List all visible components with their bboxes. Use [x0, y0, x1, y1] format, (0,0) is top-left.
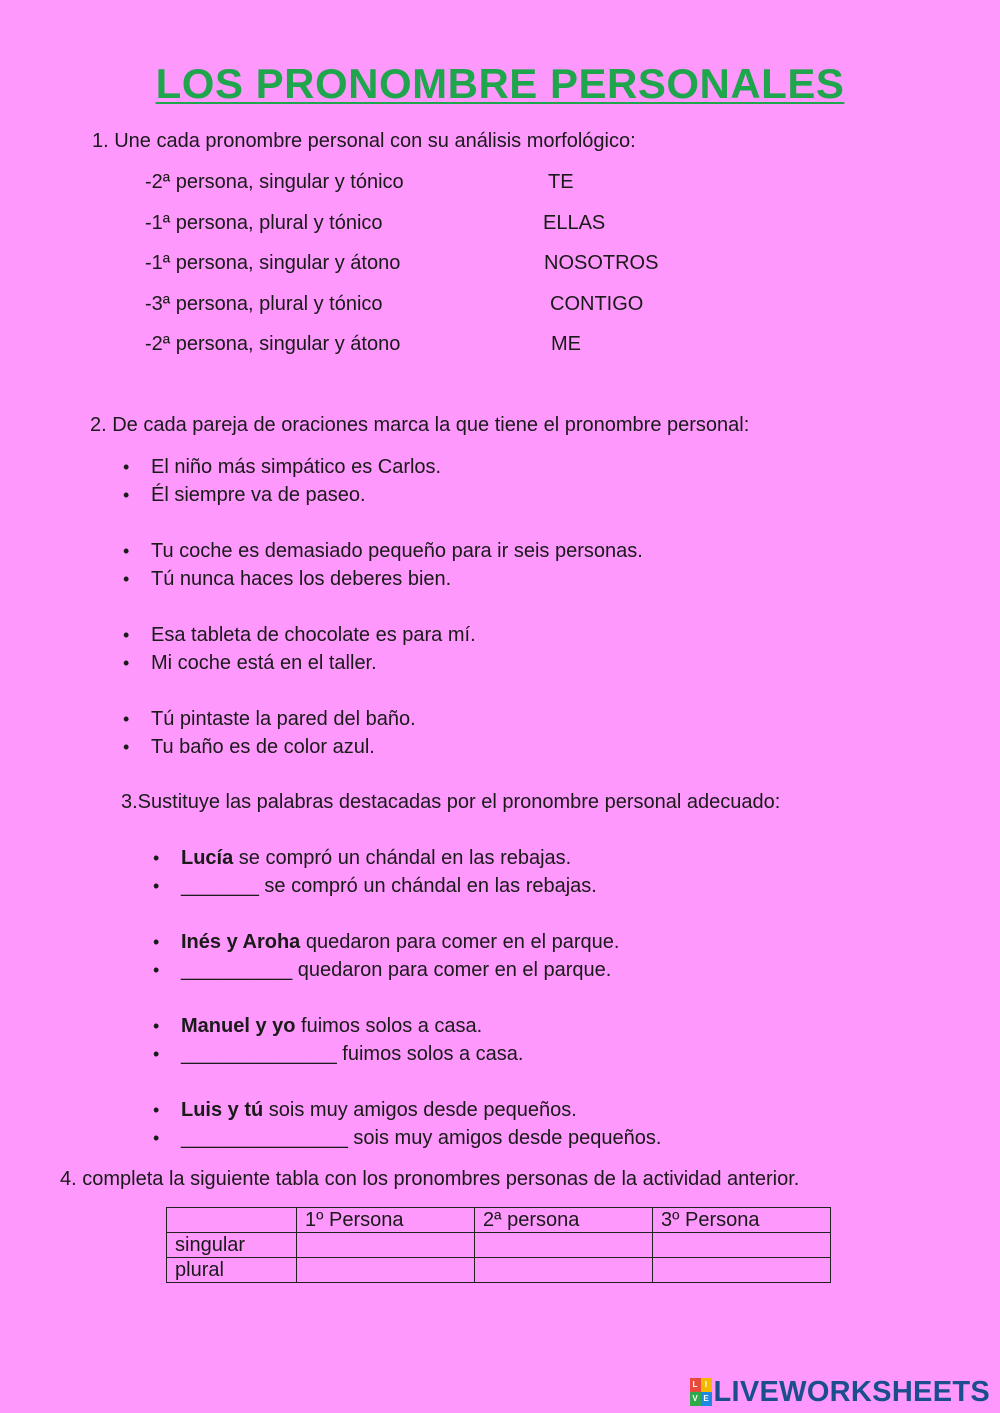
- answer-blank[interactable]: ______________: [181, 1043, 337, 1065]
- sentence-rest: fuimos solos a casa.: [295, 1015, 483, 1037]
- exercise-3-heading: 3.Sustituye las palabras destacadas por el pronombre personal adecuado:: [121, 791, 781, 813]
- highlighted-words: Luis y tú: [181, 1099, 264, 1121]
- sentence-rest: quedaron para comer en el parque.: [292, 959, 612, 981]
- answer-blank[interactable]: _______: [181, 875, 259, 897]
- logo-letter: E: [701, 1392, 712, 1406]
- sentence-rest: se compró un chándal en las rebajas.: [233, 847, 572, 869]
- sentence-fill: [181, 874, 597, 898]
- sentence-original: [181, 930, 619, 954]
- exercise-4-heading: 4. completa la siguiente tabla con los pronombres personas de la actividad anterior.: [60, 1168, 800, 1190]
- answer-cell[interactable]: [653, 1258, 831, 1283]
- analysis-item: -1ª persona, singular y átono: [145, 252, 401, 274]
- sentence-option[interactable]: • Él siempre va de paseo.: [151, 483, 366, 507]
- sentence-fill: [181, 1126, 661, 1150]
- table-row: [167, 1233, 831, 1258]
- table-header-cell: 3º Persona: [653, 1208, 831, 1233]
- sentence-rest: sois muy amigos desde pequeños.: [347, 1127, 662, 1149]
- pronoun-item[interactable]: CONTIGO: [550, 293, 644, 315]
- pronoun-table: [166, 1207, 831, 1283]
- answer-cell[interactable]: [297, 1258, 475, 1283]
- liveworksheets-logo: [690, 1375, 991, 1409]
- sentence-rest: fuimos solos a casa.: [336, 1043, 524, 1065]
- row-label: singular: [167, 1233, 297, 1258]
- analysis-item: -2ª persona, singular y tónico: [145, 171, 404, 193]
- highlighted-words: Manuel y yo: [181, 1015, 296, 1037]
- sentence-rest: se compró un chándal en las rebajas.: [258, 875, 597, 897]
- answer-cell[interactable]: [475, 1233, 653, 1258]
- answer-cell[interactable]: [475, 1258, 653, 1283]
- highlighted-words: Lucía: [181, 847, 234, 869]
- pronoun-item[interactable]: ME: [551, 333, 581, 355]
- answer-cell[interactable]: [653, 1233, 831, 1258]
- logo-letter: I: [701, 1378, 712, 1392]
- table-header-cell: 1º Persona: [297, 1208, 475, 1233]
- sentence-option[interactable]: • Tu baño es de color azul.: [151, 735, 375, 759]
- pronoun-item[interactable]: TE: [548, 171, 574, 193]
- logo-mark-icon: [690, 1378, 712, 1406]
- row-label: plural: [167, 1258, 297, 1283]
- sentence-rest: quedaron para comer en el parque.: [300, 931, 620, 953]
- sentence-fill: [181, 1042, 523, 1066]
- sentence-original: [181, 1014, 482, 1038]
- logo-letter: V: [690, 1392, 701, 1406]
- answer-cell[interactable]: [297, 1233, 475, 1258]
- table-header-cell: 2ª persona: [475, 1208, 653, 1233]
- answer-blank[interactable]: _______________: [181, 1127, 348, 1149]
- sentence-fill: [181, 958, 611, 982]
- table-row: [167, 1258, 831, 1283]
- analysis-item: -3ª persona, plural y tónico: [145, 293, 383, 315]
- sentence-rest: sois muy amigos desde pequeños.: [263, 1099, 577, 1121]
- sentence-original: [181, 1098, 577, 1122]
- sentence-option[interactable]: • Tú pintaste la pared del baño.: [151, 707, 416, 731]
- sentence-original: [181, 846, 571, 870]
- analysis-item: -2ª persona, singular y átono: [145, 333, 401, 355]
- sentence-option[interactable]: • Mi coche está en el taller.: [151, 651, 377, 675]
- exercise-2-heading: 2. De cada pareja de oraciones marca la que tiene el pronombre personal:: [90, 414, 750, 436]
- highlighted-words: Inés y Aroha: [181, 931, 301, 953]
- answer-blank[interactable]: __________: [181, 959, 293, 981]
- exercise-1-heading: 1. Une cada pronombre personal con su análisis morfológico:: [92, 130, 636, 152]
- page-title: LOS PRONOMBRE PERSONALES: [155, 60, 845, 107]
- sentence-option[interactable]: • Esa tableta de chocolate es para mí.: [151, 623, 476, 647]
- sentence-option[interactable]: • El niño más simpático es Carlos.: [151, 455, 441, 479]
- analysis-item: -1ª persona, plural y tónico: [145, 212, 383, 234]
- logo-letter: L: [690, 1378, 701, 1392]
- logo-text: LIVEWORKSHEETS: [713, 1375, 990, 1408]
- pronoun-item[interactable]: ELLAS: [543, 212, 606, 234]
- sentence-option[interactable]: • Tu coche es demasiado pequeño para ir seis personas.: [151, 539, 643, 563]
- table-header-row: [167, 1208, 831, 1233]
- sentence-option[interactable]: • Tú nunca haces los deberes bien.: [151, 567, 451, 591]
- table-header-cell: [167, 1208, 297, 1233]
- pronoun-item[interactable]: NOSOTROS: [544, 252, 659, 274]
